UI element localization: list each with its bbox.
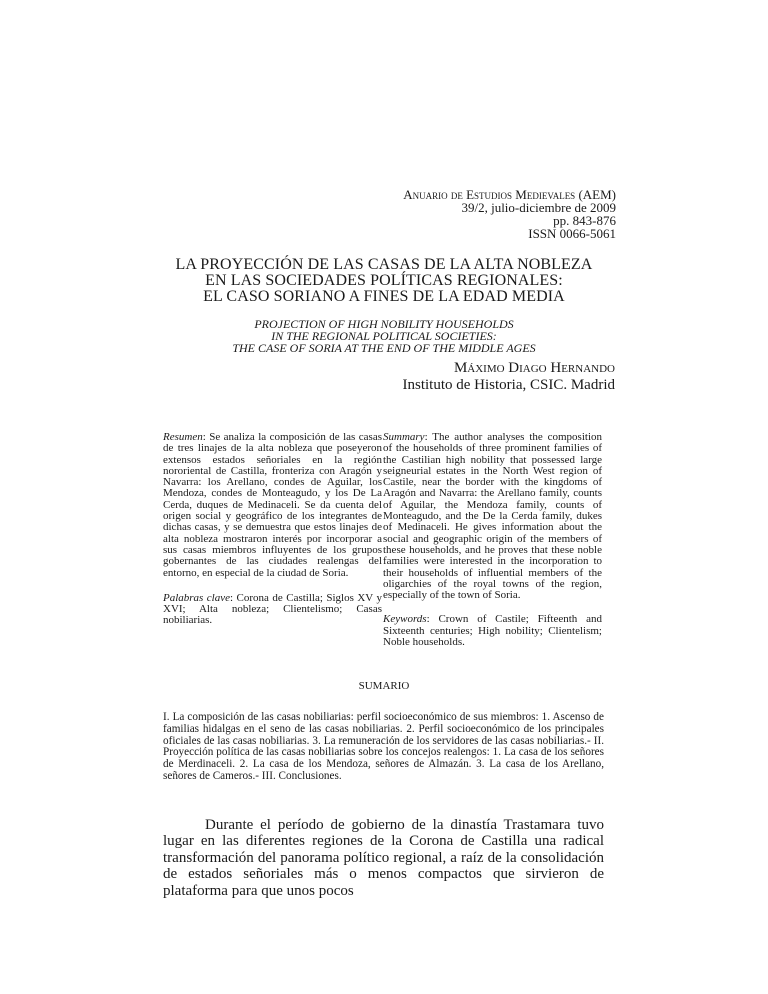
journal-header — [196, 188, 616, 240]
author-affiliation: Instituto de Historia, CSIC. Madrid — [402, 377, 615, 393]
keywords-text: : Crown of Castile; Fifteenth and Sixteenth centuries; High nobility; Clientelism; Noble households. — [383, 613, 602, 649]
article-title-english — [0, 318, 768, 354]
title-line: LA PROYECCIÓN DE LAS CASAS DE LA ALTA NOBLEZA — [175, 256, 593, 273]
resumen-text: : Se analiza la composición de las casas de tres linajes de la alta nobleza que poseyeron extensos estados señoriales en la región nororiental de Castilla, fronteriza con Aragón y Navarra: los Arellano, condes de Aguilar, los Mendoza, condes de Monteagudo, y los De La Cerda, duques de Medinaceli. Se da cuenta del origen social y geográfico de los integrantes de dichas casas, y se demuestra que estos linajes de alta nobleza mostraron interés por incorporar a sus casas miembros influyentes de los grupos gobernantes de las ciudades realengas del entorno, en especial de la ciudad de Soria. — [163, 431, 382, 579]
title-en-line: PROJECTION OF HIGH NOBILITY HOUSEHOLDS — [254, 317, 514, 331]
article-title — [0, 257, 768, 305]
summary-label: Summary — [383, 431, 425, 443]
resumen-paragraph — [163, 432, 382, 579]
summary-text: : The author analyses the composition of the households of three prominent families of the Castilian high nobility that possessed large seigneurial estates in the North West region of Castile, near the border with the kingdoms of Aragón and Navarra: the Arellano family, counts of Aguilar, the Mendoza family, counts of Monteagudo, and the De la Cerda family, dukes of Medinaceli. He gives information about the social and geographic origin of the members of these households, and he proves that these noble families were interested in the incorporation to their households of influential members of the oligarchies of the royal towns of the region, especially of the town of Soria. — [383, 431, 602, 602]
journal-name: Anuario de Estudios Medievales (AEM) — [403, 187, 616, 202]
keywords-label: Keywords — [383, 613, 427, 626]
journal-pages: pp. 843-876 — [553, 213, 616, 228]
title-en-line: IN THE REGIONAL POLITICAL SOCIETIES: — [271, 329, 497, 343]
palabras-clave-paragraph — [163, 593, 382, 627]
abstract-spanish — [163, 432, 382, 627]
author-name: Máximo Diago Hernando — [453, 360, 615, 376]
body-paragraph: Durante el período de gobierno de la dinastía Trastamara tuvo lugar en las diferentes regiones de la Corona de Castilla una radical transformación del panorama político regional, a raíz de la consolidación de estados señoriales más o menos compactos que sirvieron de plataforma para que unos pocos — [163, 817, 604, 899]
resumen-label: Resumen — [163, 431, 203, 443]
sumario-text: I. La composición de las casas nobiliarias: perfil socioeconómico de sus miembros: 1. Ascenso de familias hidalgas en el seno de las casas nobiliarias. 2. Perfil socioeconómico de los principales oficiales de las casas nobiliarias. 3. La remuneración de los servidores de las casas nobiliarias.- II. Proyección política de las casas nobiliarias sobre los concejos realengos: 1. La casa de los señores de Merdinaceli. 2. La casa de los Mendoza, señores de Almazán. 3. La casa de los Arellano, señores de Cameros.- III. Conclusiones. — [163, 711, 604, 782]
journal-issue: 39/2, julio-diciembre de 2009 — [461, 200, 616, 215]
author-block — [195, 360, 615, 394]
abstract-english — [383, 432, 602, 648]
palabras-clave-label: Palabras clave — [163, 591, 231, 604]
summary-paragraph — [383, 432, 602, 601]
title-line: EN LAS SOCIEDADES POLÍTICAS REGIONALES: — [205, 272, 563, 289]
journal-issn: ISSN 0066-5061 — [528, 226, 616, 241]
title-line: EL CASO SORIANO A FINES DE LA EDAD MEDIA — [203, 288, 565, 305]
sumario-heading: SUMARIO — [358, 680, 410, 692]
palabras-clave-text: : Corona de Castilla; Siglos XV y XVI; Alta nobleza; Clientelismo; Casas nobiliarias. — [163, 591, 382, 627]
title-en-line: THE CASE OF SORIA AT THE END OF THE MIDDLE AGES — [232, 341, 536, 355]
keywords-paragraph — [383, 614, 602, 648]
